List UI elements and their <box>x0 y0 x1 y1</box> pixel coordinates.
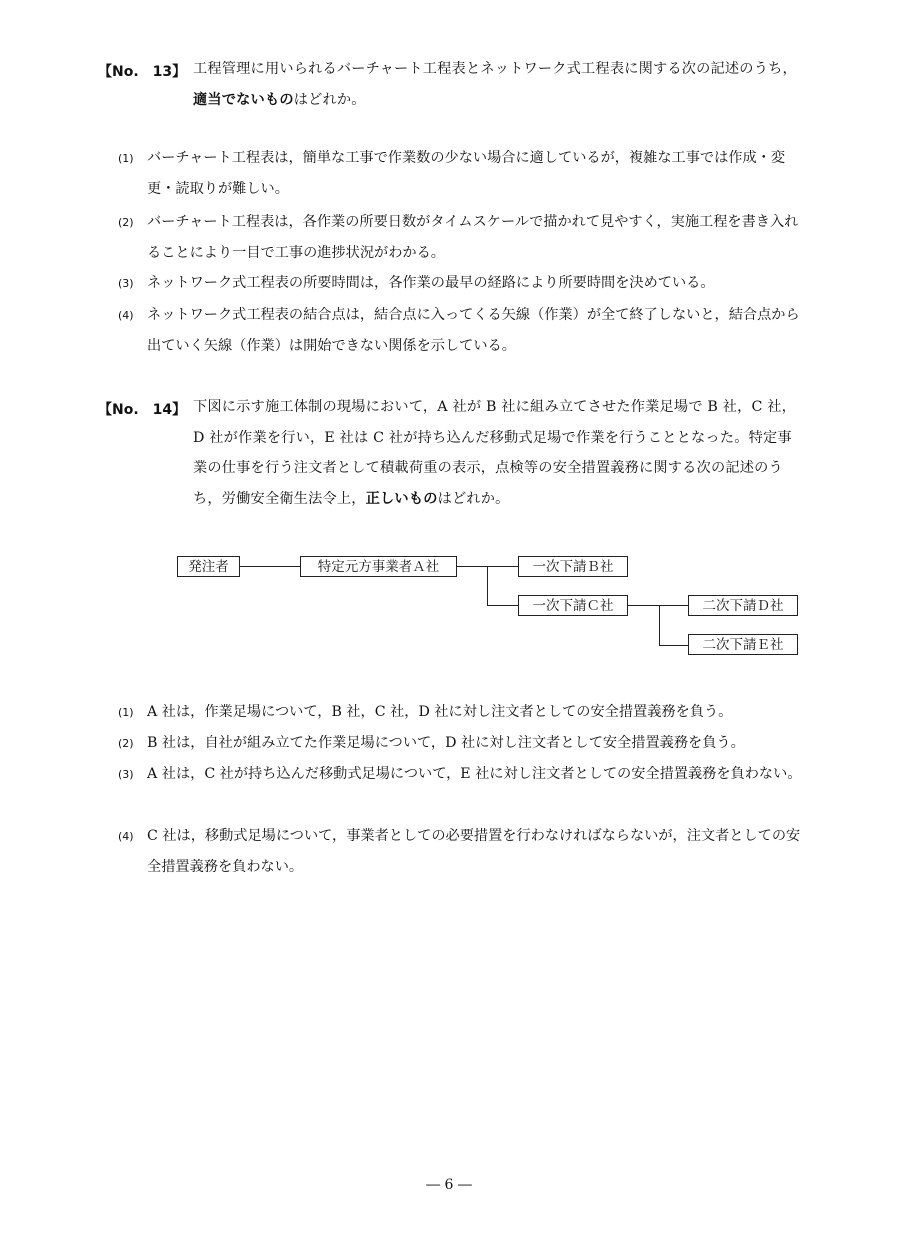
question-14-emphasis: 正しいもの <box>365 490 438 507</box>
option-text: バーチャート工程表は，各作業の所要日数がタイムスケールで描かれて見やすく，実施工程を書き入れることにより一目で工事の進捗状況がわかる。 <box>147 214 799 261</box>
option-text: ネットワーク式工程表の結合点は，結合点に入ってくる矢線（作業）が全て終了しないと，結合点から出ていく矢線（作業）は開始できない関係を示している。 <box>147 307 800 354</box>
question-13-option-2 <box>118 207 808 269</box>
question-13-emphasis: 適当でないもの <box>193 91 294 108</box>
question-13-text-before: 工程管理に用いられるバーチャート工程表とネットワーク式工程表に関する次の記述のうち， <box>193 61 797 77</box>
option-number: (4) <box>118 309 134 322</box>
connector-to-e <box>659 645 688 646</box>
connector-client-prime <box>240 566 300 567</box>
question-14-option-3 <box>118 759 808 790</box>
subcontractor-e-box: 二次下請Ｅ社 <box>688 634 798 655</box>
question-14-option-2 <box>118 728 808 759</box>
option-text: バーチャート工程表は，簡単な工事で作業数の少ない場合に適しているが，複雑な工事では作成・変更・読取りが難しい。 <box>147 150 786 197</box>
question-13-option-4 <box>118 300 808 362</box>
question-14-option-4 <box>118 821 808 883</box>
page-number: ― 6 ― <box>426 1177 472 1193</box>
option-number: (1) <box>118 706 134 719</box>
connector-prime-vertical <box>487 566 488 605</box>
prime-contractor-box: 特定元方事業者Ａ社 <box>300 556 457 577</box>
option-text: C 社は，移動式足場について，事業者としての必要措置を行わなければならないが，注文者としての安全措置義務を負わない。 <box>147 828 801 875</box>
option-number: (1) <box>118 152 134 165</box>
option-number: (3) <box>118 768 134 781</box>
connector-to-c <box>487 605 518 606</box>
option-number: (2) <box>118 216 134 229</box>
connector-to-b <box>487 566 518 567</box>
subcontractor-d-box: 二次下請Ｄ社 <box>688 595 798 616</box>
connector-prime-branch <box>457 566 488 567</box>
option-text: A 社は，C 社が持ち込んだ移動式足場について，E 社に対し注文者としての安全措置義務を負わない。 <box>147 766 802 782</box>
question-13-text <box>193 54 803 115</box>
client-box: 発注者 <box>177 556 240 577</box>
option-number: (2) <box>118 737 134 750</box>
connector-c-vertical <box>659 605 660 645</box>
question-14-option-1 <box>118 697 808 728</box>
question-14-number: 【No. 14】 <box>98 402 187 418</box>
question-13-text-after: はどれか。 <box>293 91 366 108</box>
question-14-text <box>193 392 803 514</box>
subcontractor-b-box: 一次下請Ｂ社 <box>518 556 628 577</box>
subcontractor-c-box: 一次下請Ｃ社 <box>518 595 628 616</box>
option-text: ネットワーク式工程表の所要時間は，各作業の最早の経路により所要時間を決めている。 <box>147 275 715 291</box>
question-13-option-1 <box>118 143 808 205</box>
question-14-text-after: はどれか。 <box>437 490 510 507</box>
option-text: A 社は，作業足場について，B 社，C 社，D 社に対し注文者としての安全措置義務を負う。 <box>147 704 733 720</box>
option-text: B 社は，自社が組み立てた作業足場について，D 社に対し注文者として安全措置義務を負う。 <box>147 735 745 751</box>
question-13-option-3 <box>118 268 808 299</box>
connector-c-branch <box>628 605 688 606</box>
option-number: (4) <box>118 830 134 843</box>
option-number: (3) <box>118 277 134 290</box>
question-14-text-before: 下図に示す施工体制の現場において，A 社が B 社に組み立てさせた作業足場で B 社，C 社，D 社が作業を行い，E 社は C 社が持ち込んだ移動式足場で作業を行うこととなった。特定事業の仕事を行う注文者として積載荷重の表示，点検等の安全措置義務に関する次の記述のうち，労働安全衛生法令上， <box>193 399 797 507</box>
question-13-number: 【No. 13】 <box>98 64 187 80</box>
